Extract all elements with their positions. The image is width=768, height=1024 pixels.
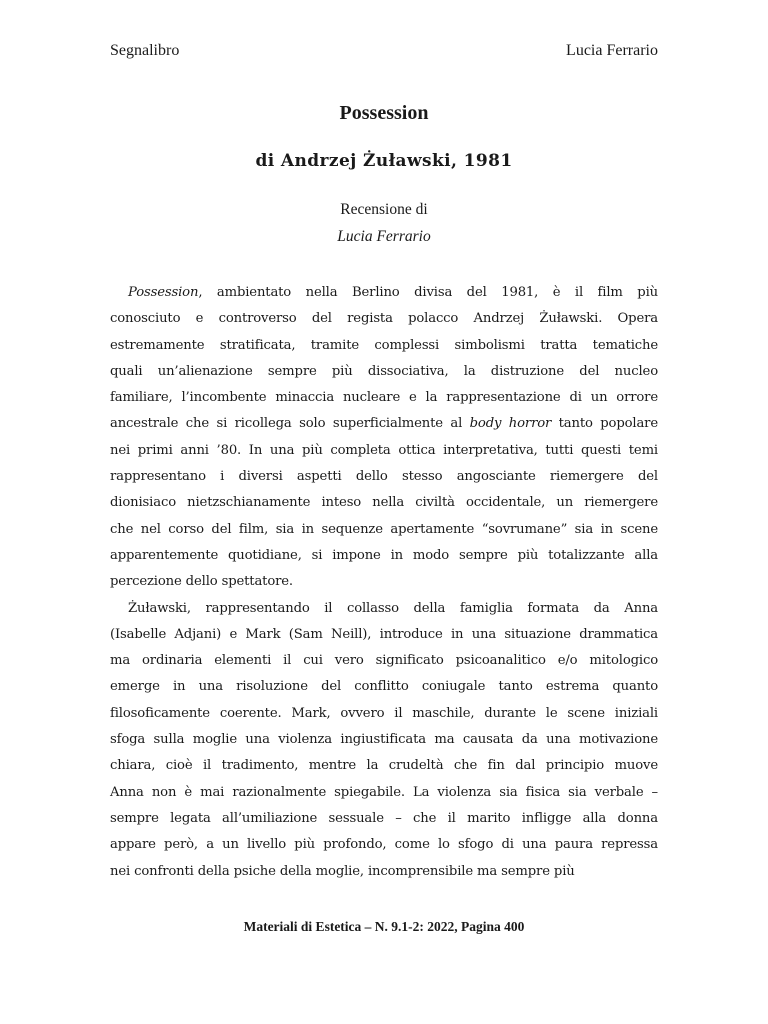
paragraph-line: [110, 490, 658, 516]
line-text: percezione dello spettatore.: [110, 574, 293, 590]
header-journal-section: Segnalibro: [110, 42, 180, 59]
italic-title: body horror: [469, 416, 552, 432]
line-text: , ambientato nella Berlino divisa del 1981, è il film più: [198, 285, 658, 300]
page-title: Possession: [339, 102, 429, 124]
paragraph-line: [110, 438, 658, 464]
line-text: ancestrale che si ricollega solo superficialmente al: [110, 416, 470, 432]
paragraph-line: [110, 727, 658, 753]
paragraph-line: [110, 859, 658, 885]
page-subtitle: di Andrzej Żuławski, 1981: [255, 151, 513, 171]
line-text: estremamente stratificata, tramite complessi simbolismi tratta tematiche: [110, 337, 658, 353]
paragraph-line: [110, 543, 658, 569]
paragraph-line: [110, 464, 658, 490]
paragraph-line: [110, 517, 658, 543]
line-text: Żuławski, rappresentando il collasso della famiglia formata da Anna: [128, 600, 658, 616]
line-text: appare però, a un livello più profondo, come lo sfogo di una paura repressa: [110, 837, 658, 853]
paragraph-line: [110, 832, 658, 858]
line-text: filosoficamente coerente. Mark, ovvero il maschile, durante le scene iniziali: [110, 705, 658, 721]
line-text: chiara, cioè il tradimento, mentre la crudeltà che fin dal principio muove: [110, 758, 658, 774]
paragraph-line: [110, 359, 658, 385]
line-text: apparentemente quotidiane, si impone in modo sempre più totalizzante alla: [110, 547, 658, 563]
paragraph-line: [110, 806, 658, 832]
paragraph-line: [110, 333, 658, 359]
paragraph-line: [110, 701, 658, 727]
line-text: sempre legata all’umiliazione sessuale – che il marito infligge alla donna: [110, 810, 658, 826]
line-text: quali un’alienazione sempre più dissociativa, la distruzione del nucleo: [110, 363, 658, 379]
line-text: emerge in una risoluzione del conflitto coniugale tanto estrema quanto: [110, 679, 658, 695]
page-footer: Materiali di Estetica – N. 9.1-2: 2022, Pagina 400: [243, 919, 525, 934]
paragraph-line: [110, 385, 658, 411]
review-author: Lucia Ferrario: [337, 228, 431, 245]
line-text: ma ordinaria elementi il cui vero significato psicoanalitico e/o mitologico: [110, 653, 658, 669]
article-body: [110, 280, 658, 885]
line-text: conosciuto e controverso del regista polacco Andrzej Żuławski. Opera: [110, 311, 658, 327]
line-text: (Isabelle Adjani) e Mark (Sam Neill), introduce in una situazione drammatica: [110, 626, 658, 642]
line-text: che nel corso del film, sia in sequenze apertamente “sovrumane” sia in scene: [110, 521, 658, 537]
paragraph-line: [110, 753, 658, 779]
line-text: tanto popolare: [551, 416, 658, 432]
paragraph-line: [110, 674, 658, 700]
line-text: familiare, l’incombente minaccia nucleare e la rappresentazione di un orrore: [110, 390, 658, 406]
paragraph-line: [110, 411, 658, 437]
review-label: Recensione di: [340, 201, 428, 218]
line-text: sfoga sulla moglie una violenza ingiustificata ma causata da una motivazione: [110, 732, 658, 748]
paragraph-line: [110, 596, 658, 622]
paragraph-line: [110, 780, 658, 806]
paragraph-line: [110, 648, 658, 674]
paragraph-line: [110, 280, 658, 306]
line-text: Anna non è mai razionalmente spiegabile. La violenza sia fisica sia verbale –: [110, 784, 658, 800]
line-text: nei primi anni ’80. In una più completa ottica interpretativa, tutti questi temi: [110, 442, 658, 458]
italic-title: Possession: [128, 285, 199, 300]
header-author: Lucia Ferrario: [566, 42, 658, 59]
paragraph-line: [110, 569, 658, 595]
line-text: rappresentano i diversi aspetti dello stesso angosciante riemergere del: [110, 469, 658, 485]
line-text: nei confronti della psiche della moglie, incomprensibile ma sempre più: [110, 863, 575, 879]
line-text: dionisiaco nietzschianamente inteso nella civiltà occidentale, un riemergere: [110, 495, 658, 511]
running-header: [110, 42, 658, 60]
paragraph-line: [110, 306, 658, 332]
paragraph-line: [110, 622, 658, 648]
